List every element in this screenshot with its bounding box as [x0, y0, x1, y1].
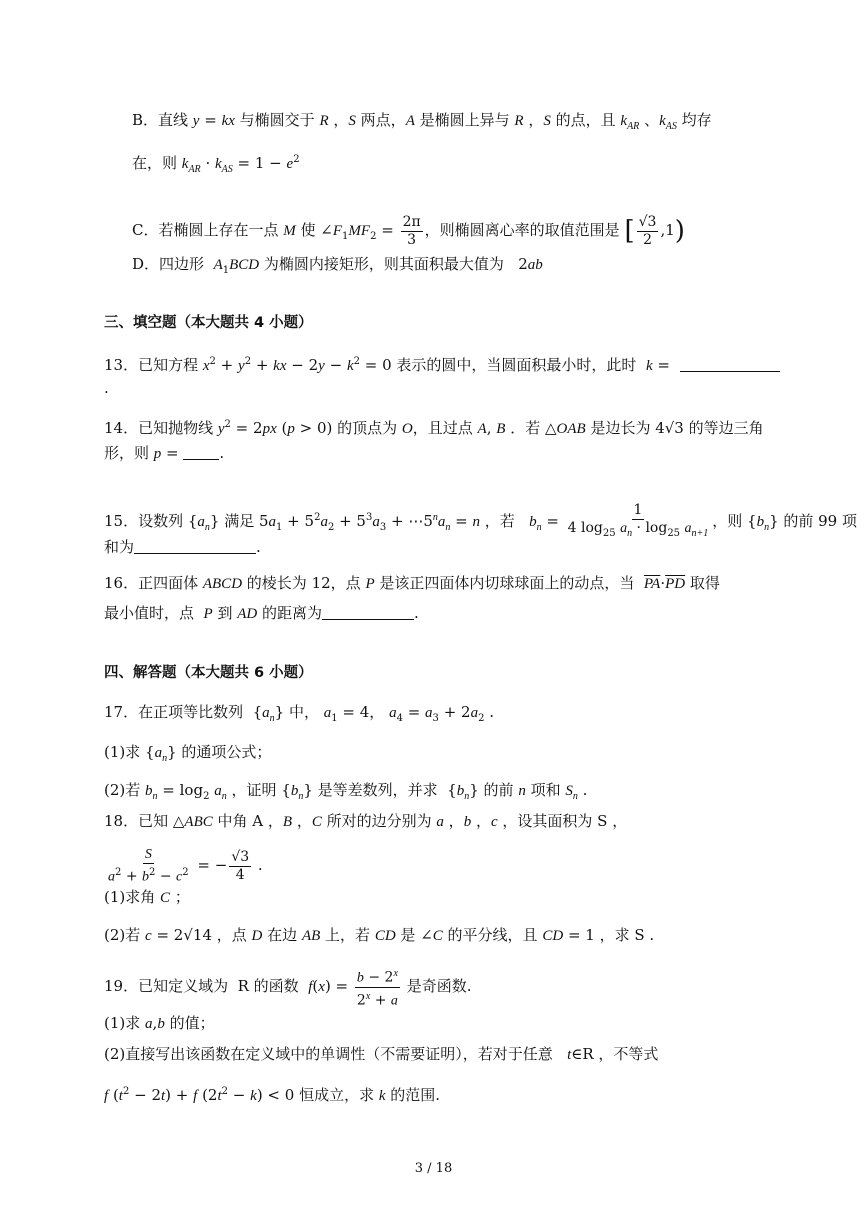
question-17-part2: (2)若 $b_n = \log_2 a_n$ ，证明 $\{b_n\}$ 是等差数列，并求 $\{b_n\}$ 的前 n 项和 $S_n$ . [104, 781, 588, 802]
question-17-part1: (1)求 $\{a_n\}$ 的通项公式； [104, 743, 272, 764]
question-16-line2: 最小值时，点 P 到 AD 的距离为 . [104, 604, 419, 622]
question-18-part2: (2)若 c = 2√14 ，点 D 在边 AB 上，若 CD 是 ∠C 的平分线，且 CD = 1 ，求 S . [104, 926, 655, 944]
question-14-line2: 形，则 p = . [104, 444, 225, 462]
question-19-part2: (2)直接写出该函数在定义域中的单调性（不需要证明），若对于任意 t∈R ，不等式 [104, 1045, 659, 1063]
answer-blank-16[interactable] [322, 605, 414, 620]
question-13: 13．已知方程 $x^2 + y^2$ + kx − $2y - k^2 = 0$ 表示的圆中，当圆面积最小时，此时 k = [104, 352, 780, 376]
option-b-line1: B．直线 y = kx 与椭圆交于 R ，S 两点，A 是椭圆上异与 R ，S 的点，且 $k_{AR}$ 、$k_{AS}$ 均存 [132, 111, 712, 132]
section-3-heading: 三、填空题（本大题共 4 小题） [104, 315, 313, 331]
option-b-line2: 在，则 $k_{AR} \cdot k_{AS} = 1 - e^2$ [132, 154, 300, 175]
question-15-line2: 和为 . [104, 538, 261, 556]
section-4-heading: 四、解答题（本大题共 6 小题） [104, 665, 313, 681]
answer-blank-13[interactable] [680, 357, 780, 372]
question-15-line1: 15．设数列 $\{a_n\}$ 满足 $5a_1 + 5^2a_2 + 5^3a_3$ + $\cdots 5^na_n = n$ ，若 $b_n$ = $\frac{1}{4 \log_{25} a_n \cdot \log_{25} a_{n+1}}$ ，则 $\{b_n\}$ 的前 99 项 [104, 502, 857, 539]
answer-blank-15[interactable] [134, 539, 256, 554]
question-16-line1: 16．正四面体 ABCD 的棱长为 12，点 P 是该正四面体内切球球面上的动点，当 $\overline{PA}\cdot\overline{PD}$ 取得 [104, 574, 720, 592]
question-18-formula: $\frac{S}{a^2 + b^2 - c^2}$ = − $\frac{√3}{4}$ . [108, 847, 263, 885]
question-18-part1: (1)求角 C ； [104, 888, 190, 906]
option-d: D．四边形 $A_1BCD$ 为椭圆内接矩形，则其面积最大值为 2ab [132, 255, 543, 276]
option-c: C．若椭圆上存在一点 M 使 $\angle F_1MF_2$ = $\frac{2\pi}{3}$ ，则椭圆离心率的取值范围是 [ $\frac{√3}{2}$ ,1) [132, 213, 685, 248]
question-14-line1: 14．已知抛物线 $y^2 = 2px$ (p > 0) 的顶点为 O，且过点 A, B ．若 △OAB 是边长为 4√3 的等边三角 [104, 419, 764, 437]
question-19: 19．已知定义域为 R 的函数 f(x) = $\frac{b - 2^x}{2^x + a}$ 是奇函数. [104, 965, 471, 1009]
answer-blank-14[interactable] [183, 445, 219, 460]
question-19-part1: (1)求 a,b 的值； [104, 1014, 215, 1032]
page-number: 3 / 18 [414, 1161, 453, 1176]
question-13-end: . [104, 379, 109, 397]
question-18: 18．已知 △ABC 中角 A ，B ，C 所对的边分别为 a ，b ，c ，设其面积为 S ， [104, 812, 628, 830]
question-17: 17．在正项等比数列 $\{a_n\}$ 中， $a_1 = 4$， $a_4 = a_3 + 2a_2$ . [104, 703, 494, 724]
question-19-part2-cont: f $(t^2 - 2t) + f$ $(2t^2 - k) < 0$ 恒成立，求 k 的范围. [104, 1086, 441, 1104]
